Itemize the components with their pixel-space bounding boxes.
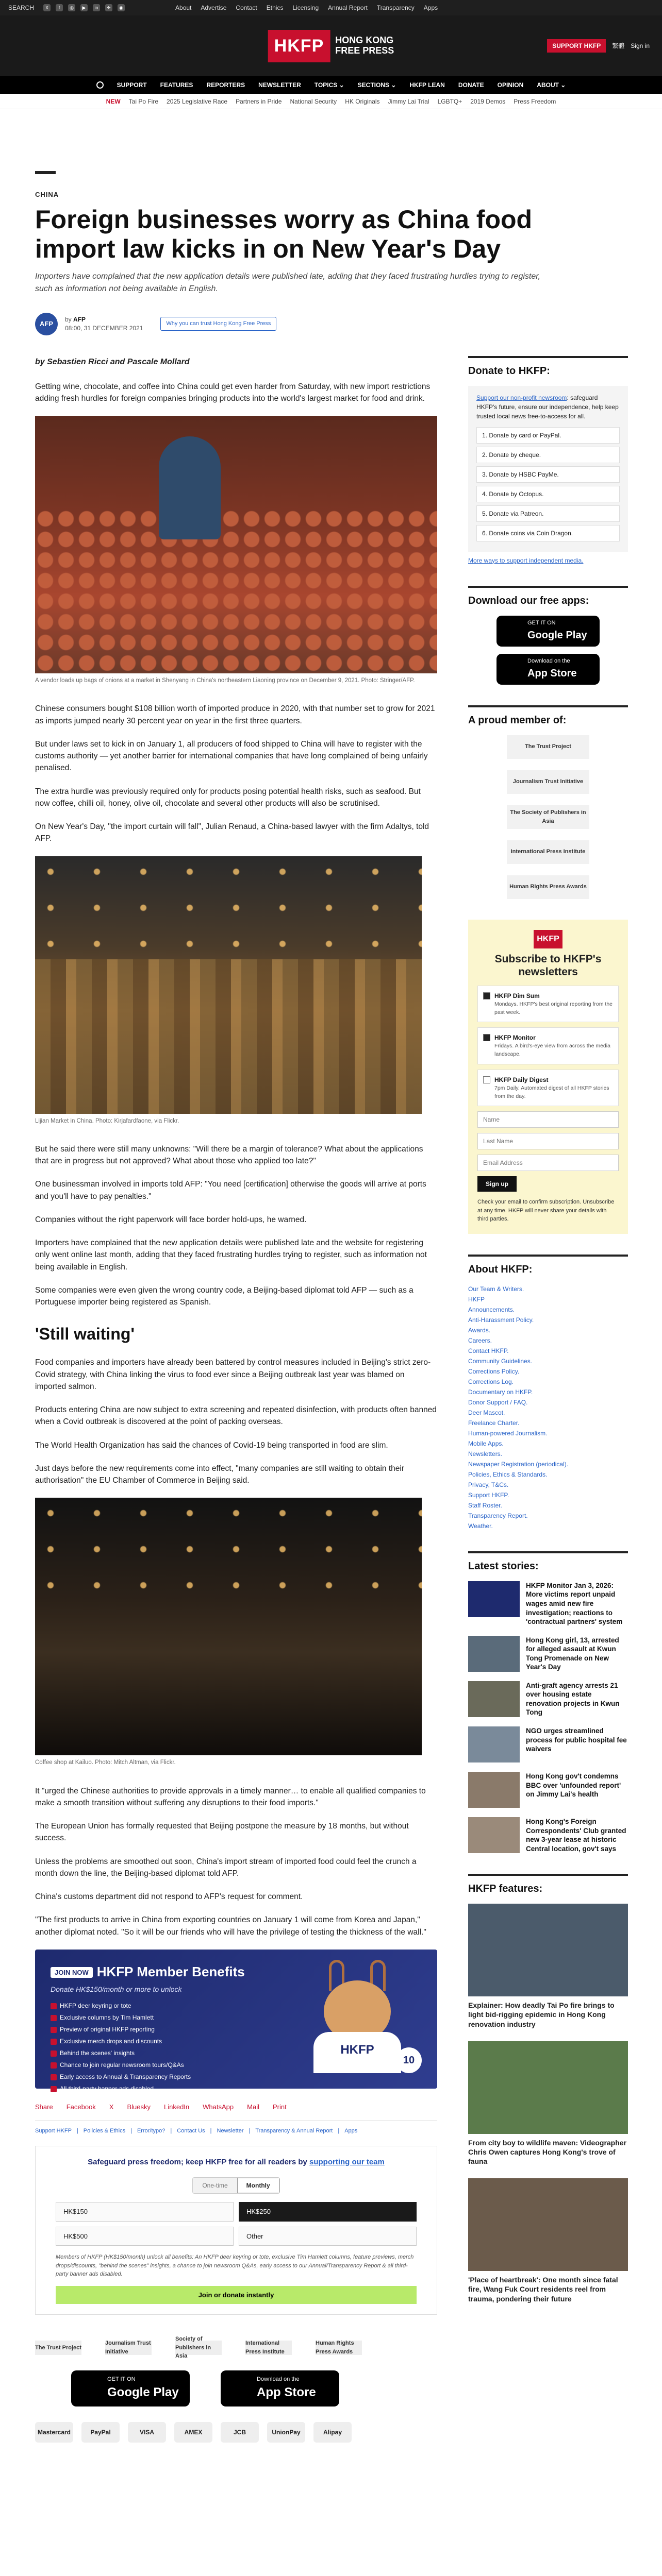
feature-image <box>468 1904 628 1996</box>
support-newsroom-link[interactable]: Support our non-profit newsroom <box>476 394 567 401</box>
trending-item[interactable]: Jimmy Lai Trial <box>388 97 429 105</box>
anniversary-badge: 10 <box>396 2047 422 2073</box>
donate-methods-list <box>476 427 620 541</box>
trending-item[interactable]: HK Originals <box>345 97 380 105</box>
paragraph: The World Health Organization has said the chances of Covid-19 being transported in food are slim. <box>35 1440 388 1450</box>
donate-method[interactable]: 1. Donate by card or PayPal. <box>476 427 620 444</box>
check-icon <box>51 2062 57 2069</box>
member-logos <box>468 735 628 899</box>
about-link[interactable]: Awards. <box>468 1326 491 1334</box>
sign-up-button[interactable]: Sign up <box>477 1176 517 1192</box>
trending-item[interactable]: Partners in Pride <box>236 97 282 105</box>
amex-icon: AMEX <box>174 2422 212 2443</box>
about-link[interactable]: Transparency Report. <box>468 1512 528 1519</box>
benefit-text: Exclusive merch drops and discounts <box>60 2037 162 2045</box>
paragraph: Chinese consumers bought $108 billion worth of imported produce in 2020, with that number set to grow for 2021 as imports jumped nearly 30 percent year on year in the first three quarters. <box>35 704 435 725</box>
store-small: GET IT ON <box>107 2376 136 2382</box>
story-thumbnail <box>468 1726 520 1762</box>
donate-title-text: Safeguard press freedom; keep HKFP free for all readers by <box>88 2157 310 2166</box>
name-input[interactable] <box>477 1111 619 1128</box>
paragraph: Products entering China are now subject to extra screening and repeated disinfection, with products often banned when a Covid outbreak is discovered at the point of packing overseas. <box>35 1405 437 1427</box>
trending-item[interactable]: 2019 Demos <box>470 97 506 105</box>
donate-method[interactable]: 6. Donate coins via Coin Dragon. <box>476 525 620 541</box>
latest-story[interactable] <box>468 1817 628 1853</box>
donation-widget <box>35 2146 437 2315</box>
check-icon <box>51 2086 57 2092</box>
benefit-text: Exclusive columns by Tim Hamlett <box>60 2013 154 2021</box>
section-heading: 'Still waiting' <box>35 1325 135 1344</box>
footer-link[interactable]: Policies & Ethics <box>83 2128 126 2134</box>
last-name-input[interactable] <box>477 1133 619 1149</box>
about-link[interactable]: Newspaper Registration (periodical). <box>468 1460 569 1468</box>
about-link[interactable]: Anti-Harassment Policy. <box>468 1316 534 1324</box>
latest-story[interactable] <box>468 1726 628 1762</box>
byline-meta <box>65 315 143 333</box>
benefit-text: HKFP deer keyring or tote <box>60 2002 131 2009</box>
feature-image <box>468 2041 628 2134</box>
trust-project-logo[interactable]: The Trust Project <box>35 2341 81 2355</box>
article-body <box>35 356 437 2443</box>
frequency-tabs <box>192 2177 279 2194</box>
apps-sidebar <box>468 586 628 685</box>
footer-link[interactable]: Error/typo? <box>137 2128 166 2134</box>
share-print[interactable]: Print <box>272 2103 287 2111</box>
unionpay-icon: UnionPay <box>267 2422 305 2443</box>
check-icon <box>51 2039 57 2045</box>
paragraph: "The first products to arrive in China from exporting countries on January 1 will come from Korea and Japan," another diplomat noted. "So it will be our friends who will have the privilege of testing the thickness of the wall." <box>35 1916 426 1937</box>
jti-logo[interactable]: Journalism Trust Initiative <box>507 770 589 794</box>
social-icons <box>43 4 125 11</box>
ipi-logo[interactable]: International Press Institute <box>245 2341 292 2355</box>
nl-opt-name: HKFP Daily Digest <box>494 1076 549 1083</box>
story-title[interactable]: HKFP Monitor Jan 3, 2026: More victims report unpaid wages amid new fire investigation; reactions to 'contractual partners' system <box>526 1581 623 1626</box>
nl-opt-desc: Mondays. HKFP's best original reporting from the past week. <box>494 1001 613 1015</box>
paragraph: It "urged the Chinese authorities to provide approvals in a timely manner… to enable all qualified companies to make a smooth transition without suffering any disruptions to their food imports." <box>35 1786 426 1807</box>
email-input[interactable] <box>477 1155 619 1171</box>
tab-one-time[interactable]: One-time <box>193 2178 237 2193</box>
member-title: A proud member of: <box>468 705 628 728</box>
nav-opinion[interactable]: OPINION <box>497 81 524 89</box>
newsletter-option-dim-sum[interactable] <box>477 986 619 1023</box>
story-title[interactable]: Hong Kong girl, 13, arrested for alleged assault at Kwun Tong Promenade on New Year's Day <box>526 1636 619 1671</box>
nl-opt-desc: 7pm Daily. Automated digest of all HKFP stories from the day. <box>494 1084 609 1099</box>
newsletter-title: Subscribe to HKFP's newsletters <box>494 953 602 978</box>
util-link-transparency[interactable]: Transparency <box>376 4 415 11</box>
store-small: Download on the <box>527 658 570 665</box>
donate-method[interactable]: 4. Donate by Octopus. <box>476 486 620 502</box>
photo-detail <box>35 1498 422 1601</box>
jcb-icon: JCB <box>221 2422 259 2443</box>
trust-badge[interactable]: Why you can trust Hong Kong Free Press <box>160 317 276 331</box>
donate-method[interactable]: 3. Donate by HSBC PayMe. <box>476 466 620 483</box>
footer-link[interactable]: Transparency & Annual Report <box>255 2128 333 2134</box>
about-link[interactable]: Human-powered Journalism. <box>468 1429 548 1437</box>
article-date: 08:00, 31 DECEMBER 2021 <box>65 324 143 332</box>
store-big: App Store <box>527 667 577 679</box>
paragraph: The extra hurdle was previously required only for products posing potential health risks, such as seafood. But now coffee, chilli oil, honey, olive oil, chocolate and several other products will also be scrutinised. <box>35 787 421 808</box>
story-title[interactable]: Hong Kong gov't condemns BBC over 'unfounded report' on Jimmy Lai's health <box>526 1772 621 1799</box>
util-link-about[interactable]: About <box>175 4 192 11</box>
sopa-logo[interactable]: The Society of Publishers in Asia <box>507 805 589 829</box>
footer-link[interactable]: Contact Us <box>177 2128 205 2134</box>
latest-title: Latest stories: <box>468 1551 628 1574</box>
jti-logo[interactable]: Journalism Trust Initiative <box>105 2340 151 2355</box>
search-link[interactable]: SEARCH <box>8 4 35 11</box>
google-play-button[interactable] <box>496 616 600 647</box>
benefit-text: Chance to join regular newsroom tours/Q&As <box>60 2061 184 2069</box>
search-icon[interactable] <box>96 81 104 89</box>
article-title: Foreign businesses worry as China food import law kicks in on New Year's Day <box>35 205 533 263</box>
nav-sections[interactable]: SECTIONS ⌄ <box>357 81 396 89</box>
donate-sidebar-title: Donate to HKFP: <box>468 356 628 379</box>
nav-hkfp-lean[interactable]: HKFP LEAN <box>409 81 445 89</box>
story-title[interactable]: Anti-graft agency arrests 21 over housing estate renovation projects in Kwun Tong <box>526 1681 620 1717</box>
join-donate-button[interactable]: Join or donate instantly <box>56 2286 417 2304</box>
donate-sidebar <box>468 356 628 565</box>
article-footer-links: Support HKFP | Policies & Ethics | Error/typo? | Contact Us | Newsletter | Transparency & Annual Report | Apps <box>35 2127 437 2136</box>
util-link-annual-report[interactable]: Annual Report <box>328 4 368 11</box>
trust-project-logo[interactable]: The Trust Project <box>507 735 589 759</box>
more-ways-link[interactable]: More ways to support independent media. <box>468 556 584 564</box>
logo-mark: HKFP <box>268 30 330 62</box>
newsletter-logo: HKFP <box>534 930 562 948</box>
footer-link[interactable]: Support HKFP <box>35 2128 72 2134</box>
nav-topics[interactable]: TOPICS ⌄ <box>314 81 344 89</box>
rss-icon[interactable]: ◉ <box>118 4 125 11</box>
article-category[interactable]: CHINA <box>35 191 59 198</box>
photo-detail <box>35 856 422 959</box>
amount-option-other[interactable]: Other <box>239 2227 417 2246</box>
byline <box>35 313 627 335</box>
about-link[interactable]: Weather. <box>468 1522 493 1530</box>
feature-story[interactable] <box>468 1904 628 2029</box>
article-authors: by Sebastien Ricci and Pascale Mollard <box>35 357 190 366</box>
instagram-icon[interactable]: ◎ <box>68 4 75 11</box>
about-link[interactable]: Community Guidelines. <box>468 1357 533 1365</box>
trending-item[interactable]: Tai Po Fire <box>128 97 159 105</box>
footer-link[interactable]: Apps <box>344 2128 358 2134</box>
app-store-button[interactable] <box>496 654 600 685</box>
photo-detail <box>35 959 422 1114</box>
share-bluesky[interactable]: Bluesky <box>127 2103 151 2111</box>
paragraph: The European Union has formally requested that Beijing postpone the measure by 18 months, but without success. <box>35 1822 409 1843</box>
photo-figure <box>159 436 221 539</box>
logo-line-1: HONG KONG <box>335 35 394 46</box>
utility-bar <box>0 0 662 15</box>
trending-item[interactable]: National Security <box>290 97 337 105</box>
hrpa-logo[interactable]: Human Rights Press Awards <box>507 875 589 899</box>
about-link[interactable]: Deer Mascot. <box>468 1409 505 1416</box>
sign-in-link[interactable]: Sign in <box>631 42 650 49</box>
alipay-icon: Alipay <box>313 2422 352 2443</box>
paragraph: Companies without the right paperwork will face border hold-ups, he warned. <box>35 1215 307 1224</box>
feature-image <box>468 2178 628 2271</box>
x-icon[interactable]: X <box>43 4 51 11</box>
amount-option[interactable]: HK$150 <box>56 2202 234 2222</box>
util-link-apps[interactable]: Apps <box>423 4 438 11</box>
feature-title[interactable]: From city boy to wildlife maven: Videographer Chris Owen captures Hong Kong's trove of fauna <box>468 2138 627 2166</box>
site-logo[interactable] <box>268 30 394 62</box>
donate-title <box>46 2157 426 2168</box>
check-icon <box>51 2050 57 2057</box>
latest-stories <box>468 1551 628 1853</box>
share-label: Share <box>35 2103 53 2111</box>
sopa-logo[interactable]: Society of Publishers in Asia <box>175 2341 222 2355</box>
benefit-item <box>51 2084 422 2093</box>
latest-story[interactable] <box>468 1581 628 1626</box>
story-title[interactable]: NGO urges streamlined process for public hospital fee waivers <box>526 1726 627 1753</box>
paragraph: Just days before the new requirements come into effect, "many companies are still waiting to obtain their authorisation" the EU Chamber of Commerce in Beijing said. <box>35 1464 404 1485</box>
newsletter-signup <box>468 920 628 1234</box>
store-big: Google Play <box>527 629 587 641</box>
about-link[interactable]: Policies, Ethics & Standards. <box>468 1470 548 1478</box>
photo-caption: Lijian Market in China. Photo: Kirjafardfaone, via Flickr. <box>35 1117 179 1124</box>
benefit-text: All third-party banner ads disabled <box>60 2084 154 2092</box>
newsletter-checkbox[interactable] <box>483 1076 490 1083</box>
membership-sidebar <box>468 705 628 899</box>
feature-title[interactable]: 'Place of heartbreak': One month since fatal fire, Wang Fuk Court residents reel from trauma, pondering their future <box>468 2276 618 2303</box>
paragraph: Unless the problems are smoothed out soon, China's import stream of imported food could feel the crunch a month down the line, the Beijing-based diplomat told AFP. <box>35 1857 417 1878</box>
about-link[interactable]: Corrections Log. <box>468 1378 514 1385</box>
about-title: About HKFP: <box>468 1255 628 1277</box>
trending-bar <box>0 94 662 109</box>
nav-support[interactable]: SUPPORT <box>117 81 147 89</box>
story-thumbnail <box>468 1817 520 1853</box>
market-photo <box>35 856 422 1114</box>
hkfp-features <box>468 1874 628 2303</box>
youtube-icon[interactable]: ▶ <box>80 4 88 11</box>
mastercard-icon: Mastercard <box>35 2422 73 2443</box>
donate-note: Members of HKFP (HK$150/month) unlock all benefits: An HKFP deer keyring or tote, exclusive Tim Hamlett columns, feature previews, merch drops/discounts, "behind the scenes" insights, a chance to join newsroom Q&As, early access to our Annual/Transparency Report & all third-party banner ads disabled. <box>56 2254 414 2278</box>
paypal-icon: PayPal <box>81 2422 120 2443</box>
about-sidebar <box>468 1255 628 1531</box>
story-thumbnail <box>468 1772 520 1808</box>
story-thumbnail <box>468 1681 520 1717</box>
util-link-contact[interactable]: Contact <box>236 4 257 11</box>
footer-link[interactable]: Newsletter <box>217 2128 244 2134</box>
apps-title: Download our free apps: <box>468 586 628 608</box>
photo-caption: A vendor loads up bags of onions at a market in Shenyang in China's northeastern Liaoning province on December 9, 2021. Photo: Stringer/AFP. <box>35 677 415 684</box>
payment-methods <box>35 2422 437 2443</box>
onion-market-photo <box>35 416 437 673</box>
trust-logos-row <box>35 2336 437 2359</box>
about-link[interactable]: Our Team & Writers. <box>468 1285 524 1293</box>
tab-monthly[interactable]: Monthly <box>237 2178 279 2193</box>
app-store-button[interactable] <box>221 2370 339 2406</box>
feature-title[interactable]: Explainer: How deadly Tai Po fire brings to light bid-rigging epidemic in Hong Kong renovation industry <box>468 2001 615 2028</box>
sidebar-store-buttons <box>468 616 628 685</box>
about-link[interactable]: Support HKFP. <box>468 1491 509 1499</box>
about-link[interactable]: Mobile Apps. <box>468 1439 504 1447</box>
about-link[interactable]: Privacy, T&Cs. <box>468 1481 509 1488</box>
newsletter-checkbox[interactable] <box>483 1034 490 1041</box>
donate-method[interactable]: 2. Donate by cheque. <box>476 447 620 463</box>
benefit-text: Preview of original HKFP reporting <box>60 2025 155 2033</box>
about-links <box>468 1284 628 1531</box>
support-hkfp-button[interactable]: SUPPORT HKFP <box>547 39 606 53</box>
benefit-text: Early access to Annual & Transparency Reports <box>60 2073 191 2080</box>
share-facebook[interactable]: Facebook <box>66 2103 96 2111</box>
paragraph: One businessman involved in imports told AFP: "You need [certification] otherwise the goods will arrive at ports and you'll have to pay penalties." <box>35 1180 426 1201</box>
linkedin-icon[interactable]: in <box>93 4 100 11</box>
newsletter-checkbox[interactable] <box>483 992 490 999</box>
telegram-icon[interactable]: ✈ <box>105 4 112 11</box>
paragraph: But he said there were still many unknowns: "Will there be a margin of tolerance? What about the applications that are in progress but not approved? What about those who applied too late?" <box>35 1144 423 1165</box>
article-excerpt: Importers have complained that the new application details were published late, adding that they faced frustrating hurdles trying to register, such as information not being available in English. <box>35 272 541 293</box>
paragraph: On New Year's Day, "the import curtain will fall", Julian Renaud, a China-based lawyer with the firm Adaltys, told AFP. <box>35 822 429 843</box>
trending-item[interactable]: LGBTQ+ <box>437 97 462 105</box>
util-link-licensing[interactable]: Licensing <box>292 4 319 11</box>
check-icon <box>51 2027 57 2033</box>
share-whatsapp[interactable]: WhatsApp <box>203 2103 234 2111</box>
util-link-ethics[interactable]: Ethics <box>266 4 284 11</box>
nav-donate[interactable]: DONATE <box>458 81 484 89</box>
member-benefits-banner[interactable] <box>35 1950 437 2092</box>
nl-opt-name: HKFP Monitor <box>494 1034 536 1042</box>
coffee-shop-photo <box>35 1498 422 1755</box>
share-x[interactable]: X <box>109 2103 114 2111</box>
paragraph: Food companies and importers have already been battered by control measures included in Beijing's strict zero-Covid strategy, with China linking the virus to food ever since a Beijing outbreak last year was blamed on imported salmon. <box>35 1358 431 1391</box>
about-link[interactable]: Donor Support / FAQ. <box>468 1398 528 1406</box>
about-link[interactable]: Corrections Policy. <box>468 1367 520 1375</box>
ipi-logo[interactable]: International Press Institute <box>507 840 589 864</box>
visa-icon: VISA <box>128 2422 166 2443</box>
share-mail[interactable]: Mail <box>247 2103 259 2111</box>
promo-subtitle: Donate HK$150/month or more to unlock <box>51 1985 182 1993</box>
feature-story[interactable] <box>468 2178 628 2303</box>
about-link[interactable]: Careers. <box>468 1336 492 1344</box>
utility-links <box>175 3 438 12</box>
about-link[interactable]: Staff Roster. <box>468 1501 502 1509</box>
newsletter-option-monitor[interactable] <box>477 1027 619 1064</box>
util-link-advertise[interactable]: Advertise <box>201 4 227 11</box>
site-header <box>0 15 662 76</box>
about-link[interactable]: Documentary on HKFP. <box>468 1388 533 1396</box>
article-header <box>35 109 627 335</box>
latest-story[interactable] <box>468 1681 628 1717</box>
store-small: Download on the <box>257 2376 300 2382</box>
donate-sidebar-text <box>476 393 620 421</box>
donate-method[interactable]: 5. Donate via Patreon. <box>476 505 620 522</box>
donate-sidebar-desc: : safeguard HKFP's future, ensure our independence, help keep trusted local news free-to-access for all. <box>476 394 619 420</box>
about-link[interactable]: Announcements. <box>468 1306 515 1313</box>
nav-reporters[interactable]: REPORTERS <box>206 81 245 89</box>
facebook-icon[interactable]: f <box>56 4 63 11</box>
photo-caption: Coffee shop at Kailuo. Photo: Mitch Altman, via Flickr. <box>35 1759 176 1766</box>
about-link[interactable]: Contact HKFP. <box>468 1347 509 1354</box>
about-link[interactable]: HKFP <box>468 1295 485 1303</box>
newsletter-note: Check your email to confirm subscription. Unsubscribe at any time. HKFP will never share your details with third parties. <box>477 1199 615 1223</box>
sidebar <box>468 356 628 2443</box>
paragraph: China's customs department did not respond to AFP's request for comment. <box>35 1892 303 1901</box>
language-toggle[interactable]: 繁體 <box>612 42 625 49</box>
logo-wordmark <box>335 36 394 56</box>
story-thumbnail <box>468 1636 520 1672</box>
nl-opt-desc: Fridays. A bird's-eye view from across the media landscape. <box>494 1043 610 1058</box>
features-title: HKFP features: <box>468 1874 628 1896</box>
store-big: Google Play <box>107 2385 179 2399</box>
paragraph: Getting wine, chocolate, and coffee into China could get even harder from Saturday, with new import restrictions adding fresh hurdles for foreign companies bringing products into the world's largest market for food and drink. <box>35 382 431 403</box>
main-nav <box>0 76 662 94</box>
about-link[interactable]: Newsletters. <box>468 1450 503 1458</box>
app-store-row <box>71 2370 437 2406</box>
header-rule <box>35 171 56 174</box>
story-title[interactable]: Hong Kong's Foreign Correspondents' Club granted new 3-year lease at historic Central location, gov't says <box>526 1817 626 1853</box>
paragraph: But under laws set to kick in on January 1, all producers of food shipped to China will have to register with the customs authority — yet another barrier for international companies that have long complained of being unfairly penalised. <box>35 739 428 773</box>
trending-item[interactable]: 2025 Legislative Race <box>167 97 228 105</box>
header-actions <box>547 39 650 53</box>
latest-story[interactable] <box>468 1636 628 1672</box>
story-thumbnail <box>468 1581 520 1617</box>
byline-by: by <box>65 315 72 323</box>
nav-newsletter[interactable]: NEWSLETTER <box>258 81 301 89</box>
donate-sidebar-body <box>468 386 628 552</box>
nav-about[interactable]: ABOUT ⌄ <box>537 81 566 89</box>
share-linkedin[interactable]: LinkedIn <box>164 2103 190 2111</box>
feature-story[interactable] <box>468 2041 628 2166</box>
amount-option-selected[interactable]: HK$250 <box>239 2202 417 2222</box>
promo-title-text: HKFP Member Benefits <box>96 1963 245 1979</box>
paragraph: Importers have complained that the new application details were published late and the website for registering only went online last month, adding that they faced frustrating hurdles trying to register, such as information not being available in English. <box>35 1239 427 1272</box>
store-big: App Store <box>257 2385 316 2399</box>
join-now-tag: JOIN NOW <box>51 1967 93 1978</box>
store-small: GET IT ON <box>527 620 556 626</box>
amount-options <box>56 2202 417 2246</box>
share-bar <box>35 2102 437 2121</box>
nav-features[interactable]: FEATURES <box>160 81 193 89</box>
deer-shirt: HKFP <box>313 2032 401 2073</box>
photo-detail <box>35 509 437 673</box>
amount-option[interactable]: HK$500 <box>56 2227 234 2246</box>
logo-line-2: FREE PRESS <box>335 45 394 56</box>
check-icon <box>51 2003 57 2009</box>
byline-agency[interactable]: AFP <box>73 315 86 323</box>
benefit-text: Behind the scenes' insights <box>60 2049 135 2057</box>
check-icon <box>51 2015 57 2021</box>
check-icon <box>51 2074 57 2080</box>
nl-opt-name: HKFP Dim Sum <box>494 992 540 999</box>
about-link[interactable]: Freelance Charter. <box>468 1419 520 1427</box>
google-play-button[interactable] <box>71 2370 190 2406</box>
hrpa-logo[interactable]: Human Rights Press Awards <box>316 2341 362 2355</box>
newsletter-option-digest[interactable] <box>477 1070 619 1107</box>
support-team-link[interactable]: supporting our team <box>309 2157 385 2166</box>
paragraph: Some companies were even given the wrong country code, a Beijing-based diplomat told AFP — such as a Portuguese importer being registered as Spanish. <box>35 1285 413 1307</box>
latest-story[interactable] <box>468 1772 628 1808</box>
trending-new-label: NEW <box>106 97 121 105</box>
trending-item[interactable]: Press Freedom <box>514 97 556 105</box>
author-avatar[interactable]: AFP <box>35 313 58 335</box>
